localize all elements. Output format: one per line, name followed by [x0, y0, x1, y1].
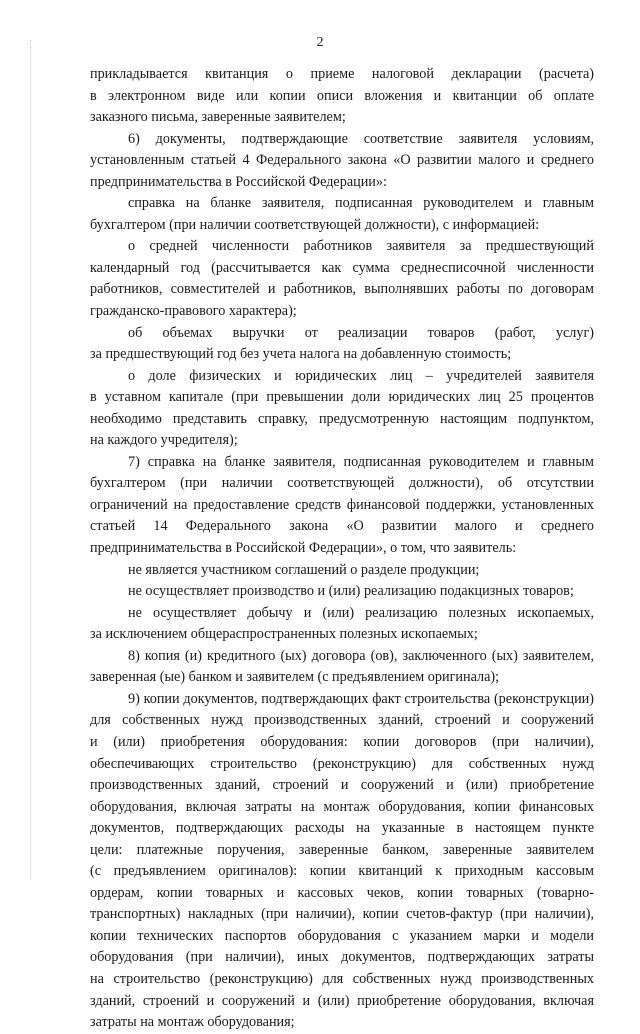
text-line: установленным статьей 4 Федерального закона «О развитии малого и среднего — [90, 152, 594, 169]
text-line: документов, подтверждающих расходы на указанные в настоящем пункте — [90, 820, 594, 837]
text-line: справка на бланке заявителя, подписанная руководителем и главным — [128, 195, 594, 212]
text-line: зданий, строений и сооружений и (или) приобретение оборудования, включая — [90, 992, 594, 1009]
text-line: гражданско-правового характера); — [90, 303, 297, 320]
margin-rule — [30, 40, 31, 880]
text-line: календарный год (рассчитывается как сумма среднесписочной численности — [90, 259, 594, 276]
text-line: о средней численности работников заявителя за предшествующий — [128, 238, 594, 255]
text-line: оборудования, включая затраты на монтаж оборудования, копии финансовых — [90, 798, 594, 815]
text-line: ограничений на предоставление средств финансовой поддержки, установленных — [90, 496, 594, 513]
text-line: ордерам, копии товарных и кассовых чеков, копии товарных (товарно- — [90, 884, 594, 901]
text-line: в уставном капитале (при превышении доли юридических лиц 25 процентов — [90, 389, 594, 406]
text-line: заверенная (ые) банком и заявителем (с предъявлением оригинала); — [90, 669, 500, 686]
text-line: затраты на монтаж оборудования; — [90, 1014, 295, 1031]
text-line: на каждого учредителя); — [90, 432, 238, 449]
text-line: бухгалтером (при наличии соответствующей должности), об отсутствии — [90, 475, 594, 492]
text-line: для собственных нужд производственных зданий, строений и сооружений — [90, 712, 594, 729]
text-line: не является участником соглашений о разделе продукции; — [128, 561, 480, 578]
text-line: транспортных) накладных (при наличии), копии счетов-фактур (при наличии), — [90, 906, 594, 923]
text-line: бухгалтером (при наличии соответствующей должности), с информацией: — [90, 216, 540, 233]
text-line: производственных зданий, строений и сооружений и (или) приобретение — [90, 777, 594, 794]
text-line: не осуществляет производство и (или) реализацию подакцизных товаров; — [128, 583, 574, 600]
text-line: 9) копии документов, подтверждающих факт строительства (реконструкции) — [128, 690, 594, 707]
body-text — [90, 64, 594, 1034]
text-line: не осуществляет добычу и (или) реализацию полезных ископаемых, — [128, 604, 594, 621]
text-line: цели: платежные поручения, заверенные банком, заверенные заявителем — [90, 841, 594, 858]
text-line: оборудования (при наличии), иных документов, подтверждающих затраты — [90, 949, 594, 966]
text-line: 7) справка на бланке заявителя, подписанная руководителем и главным — [128, 453, 594, 470]
text-line: заказного письма, заверенные заявителем; — [90, 109, 346, 126]
text-line: на строительство (реконструкцию) для собственных нужд производственных — [90, 970, 594, 987]
page-number: 2 — [316, 35, 324, 50]
text-line: необходимо представить справку, предусмотренную настоящим подпунктом, — [90, 410, 594, 427]
text-line: об объемах выручки от реализации товаров (работ, услуг) — [128, 324, 594, 341]
text-line: за предшествующий год без учета налога на добавленную стоимость; — [90, 346, 512, 363]
text-line: (с предъявлением оригиналов): копии квитанций к приходным кассовым — [90, 863, 594, 880]
text-line: за исключением общераспространенных полезных ископаемых; — [90, 626, 478, 643]
text-line: 8) копия (и) кредитного (ых) договора (ов), заключенного (ых) заявителем, — [128, 647, 594, 664]
text-line: обеспечивающих строительство (реконструкцию) для собственных нужд — [90, 755, 594, 772]
text-line: о доле физических и юридических лиц – учредителей заявителя — [128, 367, 594, 384]
text-line: 6) документы, подтверждающие соответствие заявителя условиям, — [128, 130, 594, 147]
text-line: и (или) приобретения оборудования: копии договоров (при наличии), — [90, 733, 594, 750]
text-line: предпринимательства в Российской Федерации»: — [90, 173, 387, 190]
text-line: прикладывается квитанция о приеме налоговой декларации (расчета) — [90, 66, 594, 82]
text-line: статьей 14 Федерального закона «О развитии малого и среднего — [90, 518, 594, 535]
text-line: копии технических паспортов оборудования с указанием марки и модели — [90, 927, 594, 944]
text-line: в электронном виде или копии описи вложения и квитанции об оплате — [90, 87, 594, 104]
text-line: предпринимательства в Российской Федерации», о том, что заявитель: — [90, 540, 517, 557]
text-line: работников, совместителей и работников, выполнявших работы по договорам — [90, 281, 594, 298]
